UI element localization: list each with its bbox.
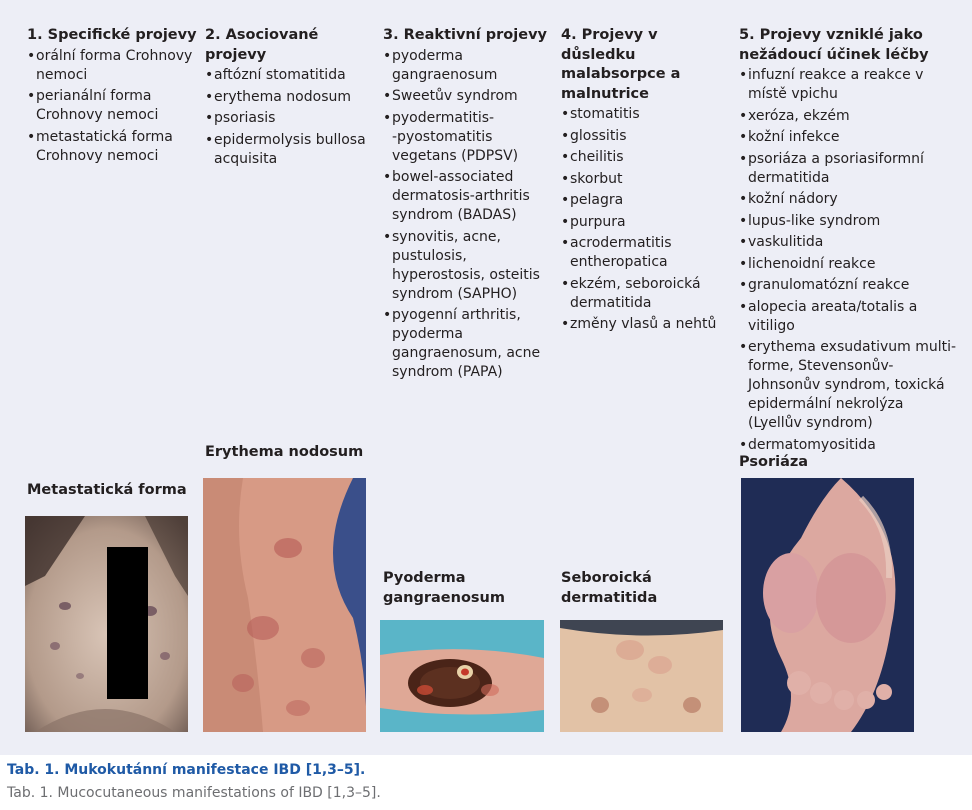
list-item: • alopecia areata/totalis a vitiligo	[739, 298, 961, 336]
image-caption-pyoderma: Pyoderma gangraenosum	[383, 570, 505, 606]
image-caption-psoriasis: Psoriáza	[739, 454, 809, 470]
list-item: • erythema nodosum	[205, 88, 375, 107]
list-item: • lichenoidní reakce	[739, 255, 961, 274]
item-list	[383, 47, 553, 383]
column-heading: 1. Specifické projevy	[27, 27, 197, 43]
column-heading: 4. Projevy v důsledku malabsorpce a malnutrice	[561, 27, 681, 102]
list-item: • stomatitis	[561, 105, 731, 124]
list-item: • granulomatózní reakce	[739, 276, 961, 295]
table-caption-czech: Tab. 1. Mukokutánní manifestace IBD [1,3–5].	[7, 762, 366, 778]
photo-erythema-nodosum	[203, 478, 366, 732]
list-item: • infuzní reakce a reakce v místě vpichu	[739, 66, 961, 104]
list-item: • acrodermatitis entheropatica	[561, 234, 731, 272]
list-item: • pyodermatitis-‑pyostomatitis vegetans (PDPSV)	[383, 109, 553, 166]
list-item: • metastatická forma Crohnovy nemoci	[27, 128, 197, 166]
list-item: • lupus-like syndrom	[739, 212, 961, 231]
list-item: • glossitis	[561, 127, 731, 146]
list-item: • epidermolysis bullosa acquisita	[205, 131, 375, 169]
list-item: • psoriáza a psoriasiformní dermatitida	[739, 150, 961, 188]
list-item: • vaskulitida	[739, 233, 961, 252]
list-item: • pelagra	[561, 191, 731, 210]
list-item: • dermatomyositida	[739, 436, 961, 455]
list-item: • změny vlasů a nehtů	[561, 315, 731, 334]
list-item: • kožní nádory	[739, 190, 961, 209]
list-item: • cheilitis	[561, 148, 731, 167]
image-caption-metastatic: Metastatická forma	[27, 482, 187, 498]
list-item: • pyoderma gangraenosum	[383, 47, 553, 85]
list-item: • aftózní stomatitida	[205, 66, 375, 85]
list-item: • orální forma Crohnovy nemoci	[27, 47, 197, 85]
column-heading: 2. Asociované projevy	[205, 27, 319, 63]
item-list	[205, 66, 375, 169]
photo-metastatic-crohn	[25, 516, 188, 732]
image-caption-erythema: Erythema nodosum	[205, 444, 364, 460]
list-item: • purpura	[561, 213, 731, 232]
item-list	[27, 47, 197, 166]
list-item: • bowel-associated dermatosis-arthritis syndrom (BADAS)	[383, 168, 553, 225]
image-caption-seborrheic: Seboroická dermatitida	[561, 570, 658, 606]
list-item: • psoriasis	[205, 109, 375, 128]
list-item: • ekzém, seboroická dermatitida	[561, 275, 731, 313]
photo-pyoderma-gangraenosum	[380, 620, 544, 732]
column-specific	[27, 26, 197, 168]
table-caption-english: Tab. 1. Mucocutaneous manifestations of IBD [1,3–5].	[7, 785, 381, 801]
column-malabsorption	[561, 26, 731, 337]
list-item: • xeróza, ekzém	[739, 107, 961, 126]
item-list	[739, 66, 961, 455]
list-item: • kožní infekce	[739, 128, 961, 147]
list-item: • erythema exsudativum multi-forme, Stevensonův-Johnsonův syndrom, toxická epidermální nekrolýza (Lyellův syndrom)	[739, 338, 961, 433]
column-heading: 3. Reaktivní projevy	[383, 27, 547, 43]
column-heading: 5. Projevy vzniklé jako nežádoucí účinek léčby	[739, 27, 929, 63]
list-item: • Sweetův syndrom	[383, 87, 553, 106]
photo-seborrheic-dermatitis	[560, 620, 723, 732]
item-list	[561, 105, 731, 334]
column-reactive	[383, 26, 553, 385]
column-associated	[205, 26, 375, 171]
photo-psoriasis	[741, 478, 914, 732]
list-item: • skorbut	[561, 170, 731, 189]
list-item: • perianální forma Crohnovy nemoci	[27, 87, 197, 125]
list-item: • pyogenní arthritis, pyoderma gangraenosum, acne syndrom (PAPA)	[383, 306, 553, 382]
list-item: • synovitis, acne, pustulosis, hyperostosis, osteitis syndrom (SAPHO)	[383, 228, 553, 304]
column-treatment-adverse	[739, 26, 961, 457]
